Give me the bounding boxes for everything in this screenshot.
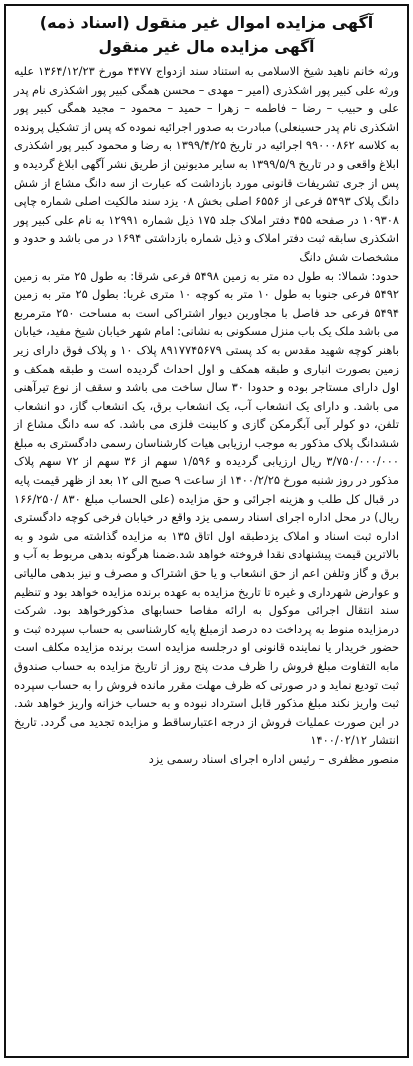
notice-title: آگهی مزایده اموال غیر منقول (اسناد ذمه) xyxy=(39,13,374,32)
notice-paragraph-intro: ورثه خانم ناهید شیخ الاسلامی به استناد سند ازدواج ۴۴۷۷ مورخ ۱۳۶۴/۱۲/۲۳ علیه ورثه علی کبیر پور اشکذری (امیر – مهدی – محسن همگی کبیر پور اشکذری نام پدر علی و حبیب – رضا – فاطمه – زهرا – حمید – محمود – مجید همگی کبیر پور اشکذری نام پدر حسینعلی) مبادرت به صدور اجرائیه نموده که پس از تشکیل پرونده به کلاسه ۹۹۰۰۰۸۶۲ اجرائیه در تاریخ ۱۳۹۹/۴/۲۵ به رضا و محمود کبیر پور اشکذری ابلاغ واقعی و در تاریخ ۱۳۹۹/۵/۹ به سایر مدیونین از طریق نشر آگهی ابلاغ گردیده و پس از جری تشریفات قانونی مورد بازداشت که عبارت از سه دانگ مشاع از شش دانگ پلاک ۵۴۹۳ فرعی از ۶۵۵۶ اصلی بخش ۰۸ یزد سند مالکیت اصلی شماره چاپی ۱۰۹۳۰۸ در صفحه ۴۵۵ دفتر املاک جلد ۱۷۵ ذیل شماره ۱۲۹۹۱ به نام علی کبیر پور اشکذری سابقه ثبت دفتر املاک و ذیل شماره بازداشتی ۱۶۹۴ در می باشد و حدود و مشخصات شش دانگ xyxy=(14,64,400,264)
notice-subtitle: آگهی مزایده مال غیر منقول xyxy=(98,38,315,56)
auction-notice xyxy=(4,4,409,1058)
notice-signature: منصور مظفری – رئیس اداره اجرای اسناد رسمی یزد xyxy=(148,751,399,766)
notice-paragraph-boundaries: حدود: شمالا: به طول ده متر به زمین ۵۴۹۸ فرعی شرقا: به طول ۲۵ متر به زمین ۵۴۹۲ فرعی جنوبا به طول ۱۰ متر به کوچه ۱۰ متری غربا: بطول ۲۵ متر به زمین ۵۴۹۴ فرعی حد فاصل با مجاورین دیوار اشتراکی است به مساحت ۲۵۰ مترمربع می باشد ملک یک باب منزل مسکونی به نشانی: امام شهر خیابان شیخ مفید، خیابان باهنر کوچه شهید مقدس به کد پستی ۸۹۱۷۷۴۵۶۷۹ پلاک ۱۰ و پلاک فوق دارای زیر زمین بصورت انباری و طبقه همکف و اول احداث گردیده است و طبقه همکف و اول دارای مستاجر بوده و حدودا ۳۰ سال ساخت می باشد و سقف از نوع تیرآهنی می باشد. و دارای یک انشعاب آب، یک انشعاب برق، یک انشعاب گاز، دو انشعاب تلفن، دو کولر آبی آبگرمکن گازی و کابینت فلزی می باشد. که سه دانگ مشاع از ششدانگ پلاک مذکور به موجب ارزیابی هیات کارشناسان رسمی دادگستری به مبلغ ۳/۷۵۰/۰۰۰/۰۰۰ ریال ارزیابی گردیده و ۱/۵۹۶ سهم از ۳۶ سهم از ۷۲ سهم پلاک مذکور در روز شنبه مورخ ۱۴۰۰/۲/۲۵ از ساعت ۹ صبح الی ۱۲ بعد از ظهر قیمت پایه در قبال کل طلب و هزینه اجرائی و حق مزایده (علی الحساب مبلغ ۸۳۰ /۱۶۶/۲۵۰ ریال) در محل اداره اجرای اسناد رسمی یزد واقع در خیابان فرخی کوچه دادگستری اداره ثبت اسناد و املاک یزدطبقه اول اتاق ۱۳۵ به مزایده گذاشته می شود و به بالاترین قیمت پیشنهادی نقدا فروخته خواهد شد.ضمنا هرگونه بدهی مربوط به آب و برق و گاز وتلفن اعم از حق انشعاب و یا حق اشتراک و مصرف و نیز بدهی مالیاتی و عوارض شهرداری و غیره تا تاریخ مزایده به عهده برنده مزایده خواهد بود و تنظیم سند انتقال اجرائی موکول به ارائه مفاصا حسابهای مذکورخواهد بود. شرکت درمزایده منوط به پرداخت ده درصد ازمبلغ پایه کارشناسی به حساب سپرده ثبت و حضور خریدار یا نماینده قانونی او درجلسه مزایده است برنده مزایده مکلف است مابه التفاوت مبلغ فروش را ظرف مدت پنج روز از تاریخ مزایده به حساب صندوق ثبت تودیع نماید و در صورتی که ظرف مهلت مقرر مانده فروش را به حساب سپرده ثبت واریز نکند مبلغ مذکور قابل استرداد نبوده و به حساب خزانه واریز خواهد شد. در این صورت عملیات فروش از درجه اعتبارساقط و مزایده تجدید می گردد. تاریخ انتشار ۱۴۰۰/۰۲/۱۲ xyxy=(14,268,400,748)
